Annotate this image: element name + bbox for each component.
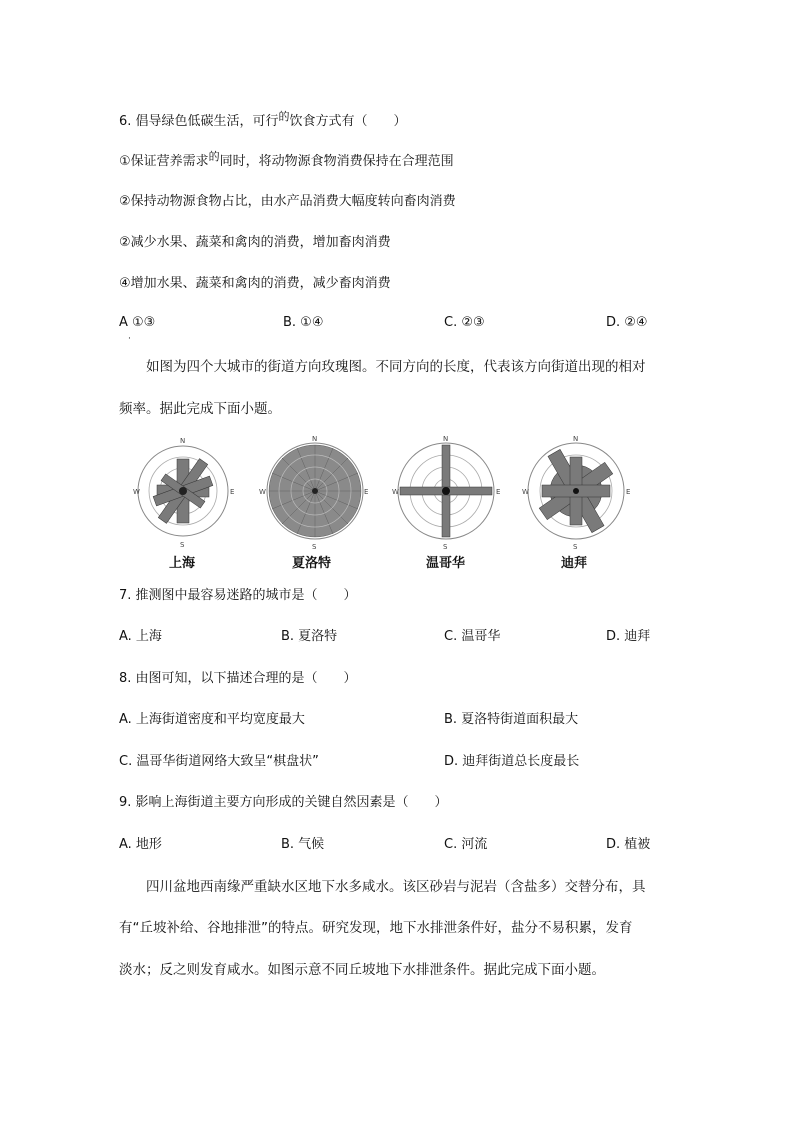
q6-option-d: D. ②④ xyxy=(606,315,648,330)
west-label: W xyxy=(392,488,399,496)
rose-charlotte-svg xyxy=(259,433,371,551)
q8-option-c: C. 温哥华街道网络大致呈“棋盘状” xyxy=(119,754,319,769)
intro1-line2: 频率。据此完成下面小题。 xyxy=(119,401,281,417)
east-label: E xyxy=(230,488,235,496)
q9-option-b: B. 气候 xyxy=(281,837,325,852)
north-label: N xyxy=(573,435,579,443)
q7-option-a: A. 上海 xyxy=(119,629,162,644)
q7-option-d: D. 迪拜 xyxy=(606,629,651,644)
q8-option-a: A. 上海街道密度和平均宽度最大 xyxy=(119,712,305,727)
intro2-line3: 淡水；反之则发育咸水。如图示意不同丘坡地下水排泄条件。据此完成下面小题。 xyxy=(119,962,605,978)
caption-shanghai: 上海 xyxy=(169,556,196,571)
q6-item-2: ②保持动物源食物占比，由水产品消费大幅度转向畜肉消费 xyxy=(119,194,456,209)
east-label: E xyxy=(364,488,369,496)
north-label: N xyxy=(180,437,186,445)
q9-option-c: C. 河流 xyxy=(444,837,488,852)
q6-option-b: B. ①④ xyxy=(283,315,324,330)
rose-shanghai xyxy=(133,433,237,551)
rose-charlotte xyxy=(259,433,371,551)
q7-option-b: B. 夏洛特 xyxy=(281,629,338,644)
q7-option-c: C. 温哥华 xyxy=(444,629,501,644)
q8-option-d: D. 迪拜街道总长度最长 xyxy=(444,754,580,769)
intro1-line1: 如图为四个大城市的街道方向玫瑰图。不同方向的长度，代表该方向街道出现的相对 xyxy=(146,359,646,375)
rose-dubai-svg xyxy=(522,433,634,551)
rose-shanghai-svg xyxy=(133,433,237,551)
q6-option-a: A ①③ xyxy=(119,315,156,330)
north-label: N xyxy=(443,435,449,443)
west-label: W xyxy=(133,488,140,496)
rose-vancouver-svg xyxy=(392,433,504,551)
caption-charlotte: 夏洛特 xyxy=(292,556,332,571)
rose-dubai xyxy=(522,433,634,551)
dot-mark: · xyxy=(128,334,131,344)
q9-option-a: A. 地形 xyxy=(119,837,162,852)
south-label: S xyxy=(573,543,578,551)
q6-item-4: ④增加水果、蔬菜和禽肉的消费，减少畜肉消费 xyxy=(119,276,391,291)
q6-option-c: C. ②③ xyxy=(444,315,485,330)
north-label: N xyxy=(312,435,318,443)
west-label: W xyxy=(522,488,529,496)
q6-stem: 6. 倡导绿色低碳生活，可行$^的$饮食方式有（ ） xyxy=(119,110,407,129)
q6-item-3: ②减少水果、蔬菜和禽肉的消费，增加畜肉消费 xyxy=(119,235,391,250)
q9-stem: 9. 影响上海街道主要方向形成的关键自然因素是（ ） xyxy=(119,795,448,810)
east-label: E xyxy=(626,488,631,496)
west-label: W xyxy=(259,488,266,496)
intro2-line1: 四川盆地西南缘严重缺水区地下水多咸水。该区砂岩与泥岩（含盐多）交替分布，具 xyxy=(146,879,646,895)
intro2-line2: 有“丘坡补给、谷地排泄”的特点。研究发现，地下水排泄条件好，盐分不易积累，发育 xyxy=(119,920,633,936)
caption-vancouver: 温哥华 xyxy=(426,556,466,571)
east-label: E xyxy=(496,488,501,496)
q7-stem: 7. 推测图中最容易迷路的城市是（ ） xyxy=(119,588,357,603)
q6-item-1: ①保证营养需求$^的$同时，将动物源食物消费保持在合理范围 xyxy=(119,150,454,169)
rose-vancouver xyxy=(392,433,504,551)
south-label: S xyxy=(312,543,317,551)
south-label: S xyxy=(443,543,448,551)
q8-stem: 8. 由图可知，以下描述合理的是（ ） xyxy=(119,671,357,686)
caption-dubai: 迪拜 xyxy=(561,556,588,571)
q9-option-d: D. 植被 xyxy=(606,837,651,852)
south-label: S xyxy=(180,541,185,549)
q8-option-b: B. 夏洛特街道面积最大 xyxy=(444,712,579,727)
